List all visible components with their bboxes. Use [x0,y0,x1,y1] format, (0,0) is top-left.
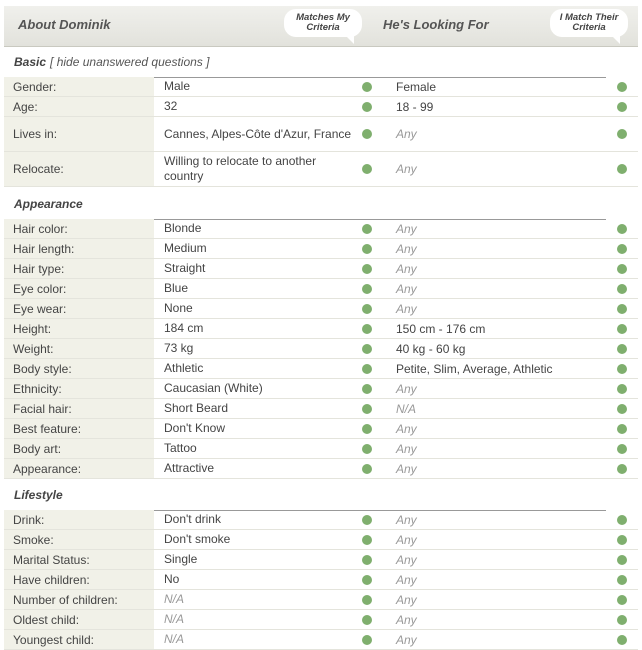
row-looking-for-text: Any [396,441,417,456]
row-label [4,439,154,458]
row-looking-for-text: Any [396,461,417,476]
row-label-text: Age: [13,99,38,114]
row-looking-for-text: Any [396,612,417,627]
row-label [4,379,154,398]
hide-unanswered-link[interactable]: [ hide unanswered questions ] [50,55,210,69]
row-value [164,77,354,96]
match-dot-icon [362,535,372,545]
match-dot-icon [617,264,627,274]
row-label-text: Gender: [13,79,57,94]
match-dot-icon [362,224,372,234]
match-dot-icon [362,424,372,434]
match-dot-icon [617,384,627,394]
match-dot-icon [362,129,372,139]
row-label [4,359,154,378]
match-dot-icon [362,384,372,394]
row-looking-for-text: Any [396,381,417,396]
row-label [4,77,154,96]
row-value-text: N/A [164,612,185,626]
match-dot-icon [617,364,627,374]
row-looking-for-text: Any [396,512,417,527]
profile-row-height [4,319,638,339]
row-looking-for [396,630,606,649]
row-label-text: Marital Status: [13,552,90,567]
row-value [164,339,354,358]
matches-my-criteria-line1: Matches My [296,12,350,23]
row-label [4,630,154,649]
match-dot-icon [617,344,627,354]
row-looking-for [396,259,606,278]
profile-row-hair-type [4,259,638,279]
match-dot-icon [362,464,372,474]
row-label-text: Smoke: [13,532,54,547]
match-dot-icon [362,164,372,174]
row-looking-for-text: Female [396,79,437,94]
row-label [4,97,154,116]
row-label [4,419,154,438]
about-title: About Dominik [18,17,111,32]
row-label [4,399,154,418]
row-looking-for [396,339,606,358]
match-dot-icon [617,244,627,254]
row-looking-for-text: 40 kg - 60 kg [396,341,466,356]
row-looking-for [396,279,606,298]
section-title-lifestyle [14,488,63,502]
row-label-text: Youngest child: [13,632,94,647]
row-value [164,239,354,258]
match-dot-icon [362,595,372,605]
profile-row-marital-status [4,550,638,570]
row-value [164,219,354,238]
profile-row-oldest-child [4,610,638,630]
profile-row-relocate [4,152,638,187]
match-dot-icon [362,344,372,354]
row-looking-for [396,459,606,478]
row-looking-for-text: Any [396,552,417,567]
row-looking-for [396,239,606,258]
row-label-text: Weight: [13,341,54,356]
row-label [4,550,154,569]
row-value [164,259,354,278]
section-title-text: Appearance [14,197,83,211]
row-value-text: Short Beard [164,401,229,415]
row-value-text: Athletic [164,361,204,375]
match-dot-icon [362,364,372,374]
row-label-text: Height: [13,321,52,336]
row-value-text: 73 kg [164,341,194,355]
row-value-text: Don't smoke [164,532,231,546]
match-dot-icon [617,515,627,525]
match-dot-icon [617,164,627,174]
row-looking-for [396,439,606,458]
row-looking-for [396,97,606,116]
row-value [164,97,354,116]
row-value [164,152,354,186]
row-label-text: Hair length: [13,241,75,256]
match-dot-icon [362,615,372,625]
row-label [4,279,154,298]
row-looking-for-text: Any [396,301,417,316]
match-dot-icon [362,635,372,645]
row-value [164,319,354,338]
row-value-text: No [164,572,180,586]
row-looking-for [396,219,606,238]
row-value [164,279,354,298]
row-label [4,152,154,186]
matches-my-criteria-bubble [284,9,362,37]
match-dot-icon [362,102,372,112]
row-value-text: Don't drink [164,512,221,526]
match-dot-icon [617,635,627,645]
match-dot-icon [362,82,372,92]
row-label-text: Eye color: [13,281,67,296]
row-value [164,550,354,569]
row-label [4,570,154,589]
row-value [164,570,354,589]
match-dot-icon [617,129,627,139]
row-label-text: Number of children: [13,592,118,607]
row-value-text: N/A [164,632,185,646]
row-label-text: Drink: [13,512,45,527]
row-looking-for [396,510,606,529]
row-value-text: Straight [164,261,206,275]
profile-row-have-children [4,570,638,590]
row-label-text: Relocate: [13,162,64,176]
profile-row-youngest-child [4,630,638,650]
match-dot-icon [617,444,627,454]
match-dot-icon [617,324,627,334]
row-label-text: Facial hair: [13,401,72,416]
row-looking-for-text: Any [396,127,417,141]
match-dot-icon [617,464,627,474]
profile-row-lives-in [4,117,638,152]
row-looking-for-text: 18 - 99 [396,99,434,114]
row-value-text: Caucasian (White) [164,381,263,395]
match-dot-icon [617,575,627,585]
profile-row-best-feature [4,419,638,439]
row-label-text: Body art: [13,441,62,456]
row-looking-for [396,570,606,589]
looking-for-title: He's Looking For [383,17,489,32]
section-title-appearance [14,197,83,211]
match-dot-icon [617,535,627,545]
row-value [164,590,354,609]
row-label-text: Appearance: [13,461,82,476]
row-value-text: Male [164,79,191,93]
match-dot-icon [362,515,372,525]
section-title-text: Lifestyle [14,488,63,502]
row-looking-for-text: Any [396,592,417,607]
profile-row-number-of-children [4,590,638,610]
row-looking-for-text: Any [396,532,417,547]
row-value [164,630,354,649]
row-value-text: Attractive [164,461,215,475]
match-dot-icon [362,244,372,254]
row-looking-for-text: Any [396,421,417,436]
profile-row-body-art [4,439,638,459]
row-value [164,439,354,458]
profile-row-hair-length [4,239,638,259]
match-dot-icon [362,444,372,454]
row-value [164,117,354,151]
row-looking-for [396,319,606,338]
row-value-text: Single [164,552,198,566]
row-label [4,319,154,338]
profile-row-appearance [4,459,638,479]
row-value [164,510,354,529]
row-value-text: 32 [164,99,178,113]
row-looking-for [396,77,606,96]
row-looking-for [396,419,606,438]
row-label [4,259,154,278]
row-label-text: Eye wear: [13,301,67,316]
row-looking-for [396,379,606,398]
profile-row-body-style [4,359,638,379]
match-dot-icon [617,595,627,605]
row-value [164,299,354,318]
row-looking-for-text: Any [396,241,417,256]
section-title-text: Basic [14,55,47,69]
row-label [4,219,154,238]
row-looking-for-text: Petite, Slim, Average, Athletic [396,361,553,376]
match-dot-icon [362,304,372,314]
i-match-their-criteria-line1: I Match Their [559,12,619,23]
match-dot-icon [617,404,627,414]
row-looking-for [396,117,606,151]
row-label-text: Hair type: [13,261,65,276]
match-dot-icon [362,284,372,294]
row-label [4,299,154,318]
row-label [4,339,154,358]
row-looking-for-text: Any [396,221,417,236]
profile-row-drink [4,510,638,530]
row-looking-for [396,299,606,318]
row-label-text: Lives in: [13,127,58,141]
row-label [4,117,154,151]
row-label-text: Hair color: [13,221,68,236]
matches-my-criteria-line2: Criteria [306,22,340,33]
row-value-text: Don't Know [164,421,225,435]
match-dot-icon [617,555,627,565]
match-dot-icon [617,284,627,294]
row-value [164,459,354,478]
row-value [164,399,354,418]
row-label [4,239,154,258]
match-dot-icon [362,555,372,565]
row-value [164,379,354,398]
row-value-text: None [164,301,193,315]
profile-header [4,6,638,47]
match-dot-icon [362,324,372,334]
row-label-text: Ethnicity: [13,381,62,396]
row-looking-for-text: 150 cm - 176 cm [396,321,486,336]
row-label [4,590,154,609]
row-looking-for [396,359,606,378]
i-match-their-criteria-bubble [550,9,628,37]
row-value [164,530,354,549]
row-value-text: Cannes, Alpes-Côte d'Azur, France [164,126,352,141]
row-label [4,459,154,478]
row-label-text: Have children: [13,572,90,587]
row-looking-for [396,152,606,186]
match-dot-icon [362,264,372,274]
row-value-text: Blonde [164,221,202,235]
match-dot-icon [617,82,627,92]
profile-row-age [4,97,638,117]
row-looking-for-text: Any [396,162,417,176]
i-match-their-criteria-line2: Criteria [572,22,606,33]
row-value-text: Willing to relocate to another country [164,154,317,183]
match-dot-icon [617,424,627,434]
row-label [4,510,154,529]
row-looking-for-text: Any [396,632,417,647]
row-value [164,419,354,438]
row-looking-for-text: Any [396,572,417,587]
row-value [164,610,354,629]
row-looking-for-text: Any [396,261,417,276]
profile-row-ethnicity [4,379,638,399]
row-value-text: N/A [164,592,185,606]
profile-row-facial-hair [4,399,638,419]
row-looking-for [396,590,606,609]
match-dot-icon [617,224,627,234]
row-value-text: Tattoo [164,441,197,455]
row-value [164,359,354,378]
row-label-text: Oldest child: [13,612,80,627]
row-label [4,530,154,549]
section-title-basic [14,55,209,69]
row-label [4,610,154,629]
row-looking-for [396,550,606,569]
row-value-text: Blue [164,281,189,295]
match-dot-icon [617,102,627,112]
row-looking-for [396,399,606,418]
row-looking-for [396,530,606,549]
row-looking-for-text: N/A [396,401,417,416]
profile-row-eye-wear [4,299,638,319]
profile-row-eye-color [4,279,638,299]
match-dot-icon [617,615,627,625]
row-label-text: Body style: [13,361,72,376]
profile-row-hair-color [4,219,638,239]
match-dot-icon [362,575,372,585]
match-dot-icon [362,404,372,414]
profile-row-smoke [4,530,638,550]
row-looking-for-text: Any [396,281,417,296]
row-looking-for [396,610,606,629]
row-label-text: Best feature: [13,421,82,436]
profile-row-weight [4,339,638,359]
row-value-text: 184 cm [164,321,204,335]
match-dot-icon [617,304,627,314]
profile-row-gender [4,77,638,97]
row-value-text: Medium [164,241,207,255]
